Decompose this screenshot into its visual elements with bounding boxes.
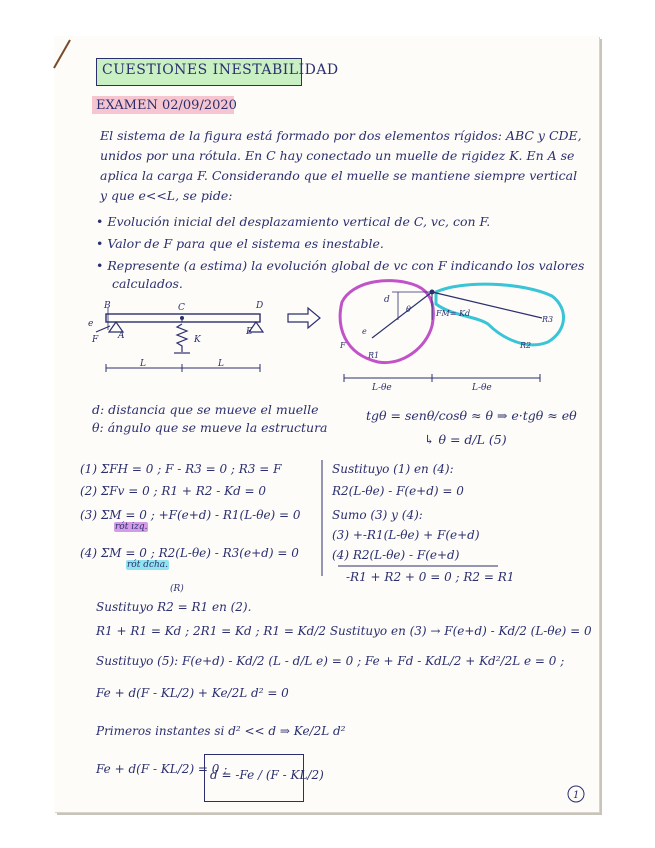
equation-2: (2) ΣFv = 0 ; R1 + R2 - Kd = 0 [80, 484, 267, 498]
fig2-label-r1: R1 [368, 351, 380, 360]
derivation-line-1: Sustituyo R2 = R1 en (2). [96, 600, 252, 614]
page-title: CUESTIONES INESTABILIDAD [102, 62, 339, 78]
tag-rot-izq: rót izq. [115, 522, 148, 532]
fig2-label-d: d [384, 295, 390, 305]
dim-l-2: L [218, 359, 224, 369]
equation-4: (4) ΣM = 0 ; R2(L-θe) - R3(e+d) = 0 [80, 546, 299, 560]
equation-3: (3) ΣM = 0 ; +F(e+d) - R1(L-θe) = 0 [80, 508, 301, 522]
derivation-line-6: Fe + d(F - KL/2) = 0 ; [96, 762, 228, 776]
page-number-circle [566, 784, 586, 804]
derivation-line-4: Fe + d(F - KL/2) + Ke/2L d² = 0 [96, 686, 289, 700]
fig2-dim-left: L-θe [372, 383, 392, 392]
fig-label-b: B [104, 301, 111, 311]
figure-right-deformed [332, 276, 572, 392]
task-1: • Evolución inicial del desplazamiento vertical de C, vc, con F. [96, 214, 491, 229]
sum-line [338, 564, 498, 568]
tag-rot-dcha: rót dcha. [127, 560, 169, 570]
fig2-dim-right: L-θe [472, 383, 492, 392]
small-angle-line-2: ↳ θ = d/L (5) [424, 432, 507, 447]
statement-line-4: y que e<<L, se pide: [100, 188, 233, 203]
task-2: • Valor de F para que el sistema es inestable. [96, 236, 384, 251]
right-eq-5: (4) R2(L-θe) - F(e+d) [332, 548, 460, 562]
equation-1: (1) ΣFH = 0 ; F - R3 = 0 ; R3 = F [80, 462, 282, 476]
small-angle-line-1: tgθ = senθ/cosθ ≈ θ ⇒ e·tgθ ≈ eθ [366, 408, 577, 423]
figure-left-beam [78, 296, 278, 376]
derivation-r-note: (R) [170, 584, 184, 594]
fig-label-c: C [178, 303, 185, 313]
task-3: • Represente (a estima) la evolución global de vc con F indicando los valores [96, 258, 585, 273]
arrow-implies-icon [286, 306, 322, 330]
exam-label: EXAMEN 02/09/2020 [96, 98, 237, 113]
fig2-label-r2: R2 [520, 341, 532, 350]
dim-l-1: L [140, 359, 146, 369]
task-3-cont: calculados. [112, 276, 183, 291]
separator-bracket [318, 458, 328, 578]
statement-line-2: unidos por una rótula. En C hay conectado un muelle de rigidez K. En A se [100, 148, 575, 163]
fig-label-d: D [256, 301, 264, 311]
right-eq-2: R2(L-θe) - F(e+d) = 0 [332, 484, 464, 498]
definition-d: d: distancia que se mueve el muelle [92, 402, 319, 417]
right-eq-3: Sumo (3) y (4): [332, 508, 423, 522]
fig2-label-f: F [340, 341, 346, 350]
statement-line-1: El sistema de la figura está formado por dos elementos rígidos: ABC y CDE, [100, 128, 582, 143]
fig2-label-fm: FM= Kd [436, 309, 471, 318]
page-number: 1 [573, 790, 580, 801]
fig-label-f: F [92, 335, 99, 345]
definition-theta: θ: ángulo que se mueve la estructura [92, 420, 328, 435]
derivation-line-3: Sustituyo (5): F(e+d) - Kd/2 (L - d/L e) = 0 ; Fe + Fd - KdL/2 + Kd²/2L e = 0 ; [96, 654, 565, 668]
corner-pen-mark [52, 36, 92, 76]
right-eq-1: Sustituyo (1) en (4): [332, 462, 454, 476]
fig2-label-theta: θ [406, 305, 411, 314]
fig-label-a: A [118, 331, 125, 341]
fig-label-e2: E [246, 327, 253, 337]
derivation-line-5: Primeros instantes si d² << d ⇒ Ke/2L d² [96, 724, 346, 738]
result-formula: d = -Fe / (F - KL/2) [210, 768, 324, 782]
fig2-label-e: e [362, 327, 367, 336]
fig-label-e: e [88, 319, 94, 329]
statement-line-3: aplica la carga F. Considerando que el muelle se mantiene siempre vertical [100, 168, 578, 183]
fig-label-k: K [194, 335, 201, 345]
derivation-line-2: R1 + R1 = Kd ; 2R1 = Kd ; R1 = Kd/2 Sustituyo en (3) → F(e+d) - Kd/2 (L-θe) = 0 [96, 624, 592, 638]
fig2-label-r3: R3 [542, 315, 554, 324]
right-eq-6: -R1 + R2 + 0 = 0 ; R2 = R1 [346, 570, 515, 584]
right-eq-4: (3) +-R1(L-θe) + F(e+d) [332, 528, 480, 542]
